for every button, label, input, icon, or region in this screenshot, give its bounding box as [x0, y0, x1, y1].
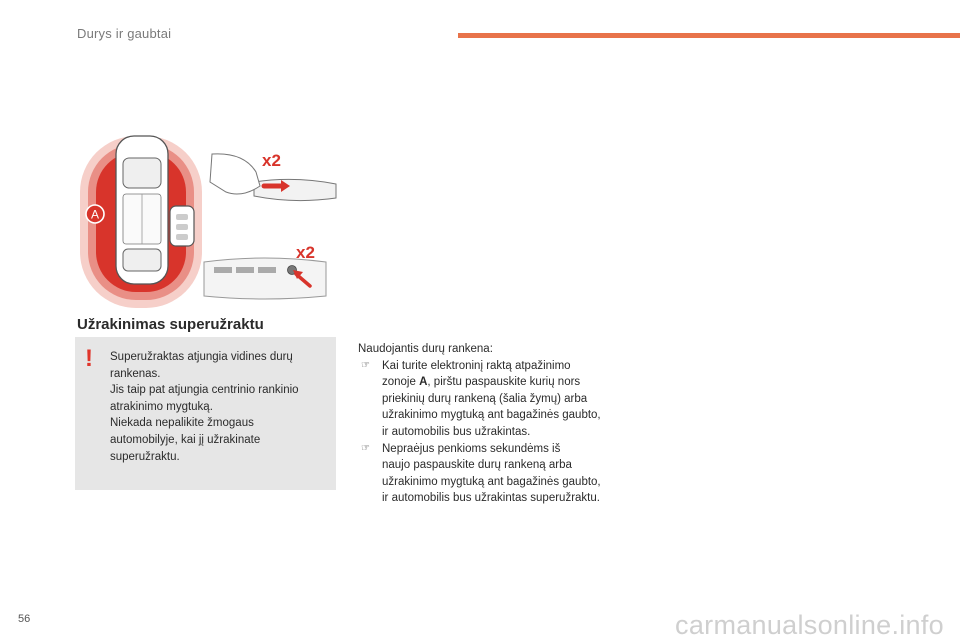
warning-text: [110, 349, 325, 465]
instruction-step-2: [358, 441, 638, 507]
step1-line: Kai turite elektroninį raktą atpažinimo: [382, 359, 571, 372]
warning-line: superužraktu.: [110, 450, 180, 463]
warning-line: automobilyje, kai jį užrakinate: [110, 433, 261, 446]
press-count-tailgate: x2: [296, 243, 315, 262]
warning-line: atrakinimo mygtuką.: [110, 400, 213, 413]
press-count-handle: x2: [262, 151, 281, 170]
step1-line: zonoje A, pirštu paspauskite kurių nors: [382, 376, 581, 389]
pointing-hand-icon: ☞: [361, 359, 370, 371]
warning-box: [75, 337, 336, 490]
step1-line: priekinių durų rankeną (šalia žymų) arba: [382, 392, 588, 405]
hand-icon: [210, 154, 260, 194]
step2-line: naujo paspauskite durų rankeną arba: [382, 459, 572, 472]
step1-line: ir automobilis bus užrakintas.: [382, 425, 531, 438]
warning-line: Superužraktas atjungia vidines durų: [110, 351, 293, 363]
instruction-step-1: [358, 358, 638, 441]
step2-line: ir automobilis bus užrakintas superužraktu.: [382, 492, 600, 505]
instructions-intro: Naudojantis durų rankena:: [358, 343, 493, 355]
page-number: 56: [18, 613, 31, 625]
superlock-illustration: [74, 134, 340, 310]
pointing-hand-icon: ☞: [361, 442, 370, 454]
chapter-title: Durys ir gaubtai: [77, 26, 172, 41]
warning-line: Niekada nepalikite žmogaus: [110, 417, 254, 430]
warning-line: Jis taip pat atjungia centrinio rankinio: [110, 384, 299, 397]
zone-a-label: A: [90, 207, 100, 222]
section-title: Užrakinimas superužraktu: [77, 316, 264, 333]
watermark: carmanualsonline.info: [675, 610, 944, 640]
header-accent-bar: [458, 33, 960, 38]
step1-line: užrakinimo mygtuką ant bagažinės gaubto,: [382, 409, 601, 422]
step2-line: Nepraėjus penkioms sekundėms iš: [382, 442, 561, 455]
instructions: [358, 341, 638, 507]
door-handle-icon: [254, 179, 336, 200]
warning-line: rankenas.: [110, 367, 161, 380]
tailgate-icon: [204, 258, 326, 299]
exclamation-icon: !: [85, 345, 93, 372]
step2-line: užrakinimo mygtuką ant bagažinės gaubto,: [382, 475, 601, 488]
